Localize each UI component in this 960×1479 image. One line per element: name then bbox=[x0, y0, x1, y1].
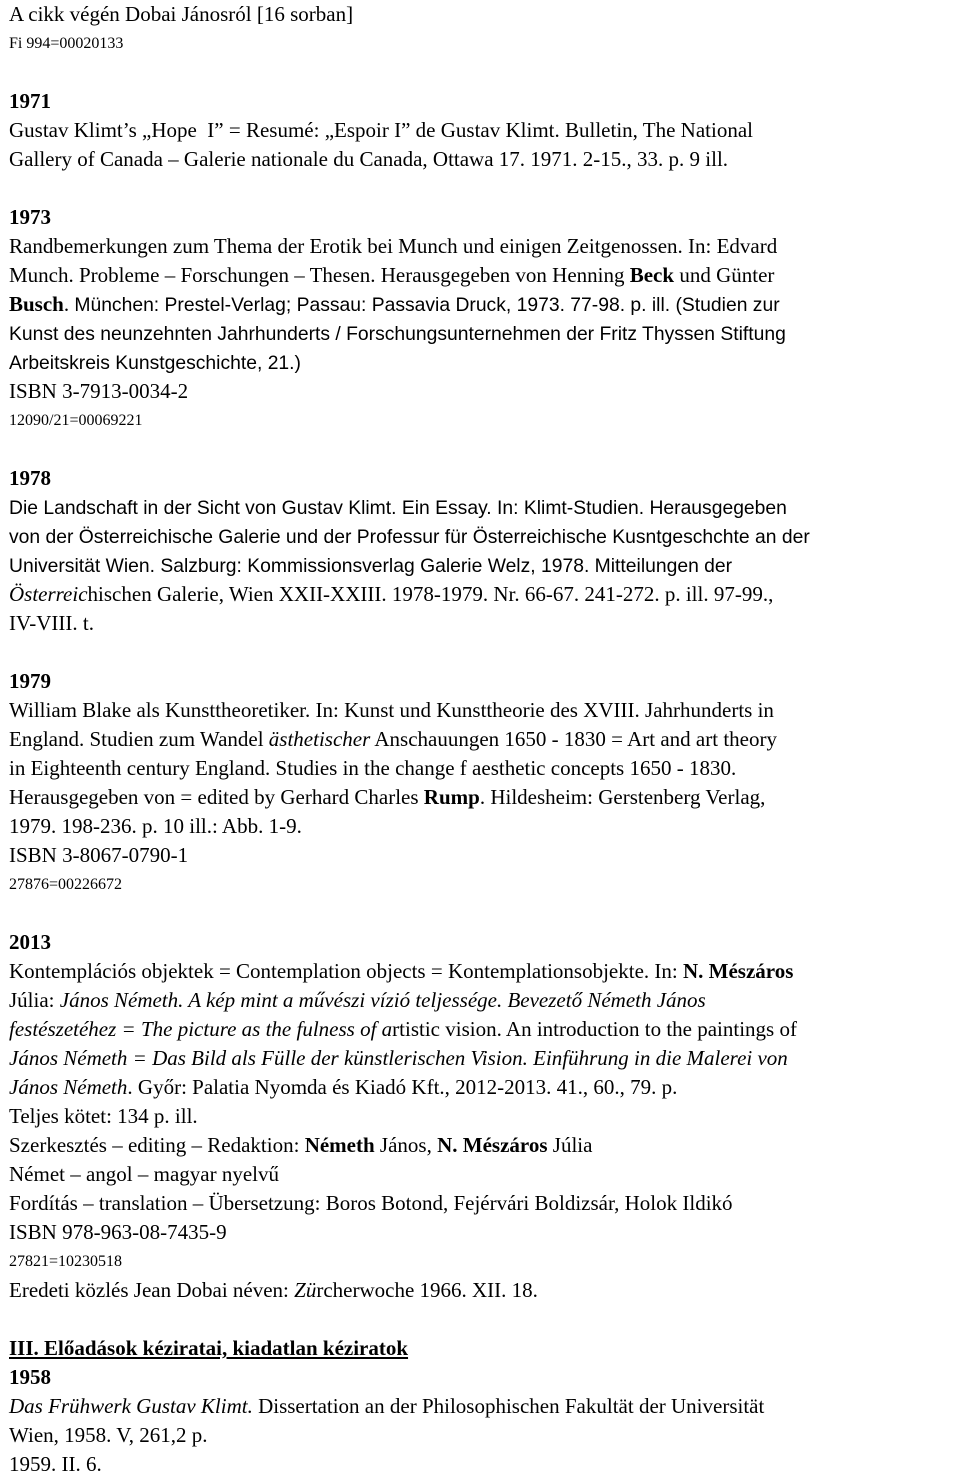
text-segment: 1959. II. 6. bbox=[9, 1452, 102, 1476]
text-segment: Eredeti közlés Jean Dobai néven: bbox=[9, 1278, 295, 1302]
text-segment: Fordítás – translation – Übersetzung: Boros Botond, Fejérvári Boldizsár, Holok Ildikó bbox=[9, 1191, 733, 1215]
text-segment: Österreic bbox=[9, 582, 88, 606]
document-line bbox=[9, 1160, 960, 1189]
document-line bbox=[9, 551, 960, 580]
document-line bbox=[9, 1392, 960, 1421]
text-segment: János Németh = Das Bild als Fülle der künstlerischen Vision. Einführung in die Malerei von bbox=[9, 1046, 788, 1070]
document-line bbox=[9, 1363, 960, 1392]
text-segment: München: Prestel-Verlag; Passau: Passavia Druck, 1973. 77-98. p. ill. (Studien zur bbox=[74, 295, 780, 316]
document-line bbox=[9, 812, 960, 841]
document-line bbox=[9, 725, 960, 754]
document-line bbox=[9, 841, 960, 870]
text-segment: 12090/21=00069221 bbox=[9, 412, 143, 429]
document-line bbox=[9, 232, 960, 261]
document-line bbox=[9, 580, 960, 609]
document-line bbox=[9, 1073, 960, 1102]
text-segment: Rump bbox=[423, 785, 480, 809]
text-segment: Német – angol – magyar nyelvű bbox=[9, 1162, 280, 1186]
document-line bbox=[9, 1218, 960, 1247]
document-line bbox=[9, 1247, 960, 1276]
text-segment: William Blake als Kunsttheoretiker. In: Kunst und Kunsttheorie des XVIII. Jahrhunderts in bbox=[9, 698, 774, 722]
text-segment: ISBN 3-7913-0034-2 bbox=[9, 379, 189, 403]
text-segment: Fi 994=00020133 bbox=[9, 35, 124, 52]
text-segment: . bbox=[63, 292, 75, 316]
text-segment: hischen Galerie, Wien XXII-XXIII. 1978-1979. Nr. 66-67. 241-272. p. ill. 97-99., bbox=[87, 582, 774, 606]
year-heading: 1971 bbox=[9, 89, 51, 113]
text-segment: Beck bbox=[629, 263, 675, 287]
text-segment: ästhetischer bbox=[268, 727, 371, 751]
text-segment: Gallery of Canada – Galerie nationale du Canada, Ottawa 17. 1971. 2-15., 33. p. 9 ill. bbox=[9, 147, 729, 171]
text-segment: N. Mészáros bbox=[437, 1133, 548, 1157]
document-line bbox=[9, 406, 960, 435]
text-segment: 27821=10230518 bbox=[9, 1253, 123, 1270]
text-segment: János Németh bbox=[9, 1075, 128, 1099]
document-line bbox=[9, 754, 960, 783]
document-line bbox=[9, 493, 960, 522]
text-segment: János, bbox=[374, 1133, 438, 1157]
text-segment: Munch. Probleme – Forschungen – Thesen. Herausgegeben von Henning bbox=[9, 263, 630, 287]
document-line bbox=[9, 203, 960, 232]
text-segment: Dissertation an der Philosophischen Fakultät der Universität bbox=[252, 1394, 765, 1418]
text-segment: Németh bbox=[304, 1133, 375, 1157]
text-segment: Das Frühwerk Gustav Klimt. bbox=[9, 1394, 253, 1418]
text-segment: ISBN 3-8067-0790-1 bbox=[9, 843, 189, 867]
text-segment: in Eighteenth century England. Studies in the change f aesthetic concepts 1650 - 1830. bbox=[9, 756, 737, 780]
text-segment: Universität Wien. Salzburg: Kommissionsverlag Galerie Welz, 1978. Mitteilungen der bbox=[9, 556, 733, 577]
document-line bbox=[9, 696, 960, 725]
document-line bbox=[9, 464, 960, 493]
text-segment: A cikk végén Dobai Jánosról [16 sorban] bbox=[9, 2, 354, 26]
document-line bbox=[9, 1131, 960, 1160]
text-segment: Wien, 1958. V, 261,2 p. bbox=[9, 1423, 208, 1447]
text-segment: Arbeitskreis Kunstgeschichte, 21.) bbox=[9, 353, 301, 374]
text-segment: János Németh. A kép mint a művészi vízió teljessége. Bevezető Németh János bbox=[59, 988, 706, 1012]
text-segment: Teljes kötet: 134 p. ill. bbox=[9, 1104, 198, 1128]
text-segment: Anschauungen 1650 - 1830 = Art and art theory bbox=[370, 727, 777, 751]
text-segment: festészetéhez = The picture as the fulness of a bbox=[9, 1017, 393, 1041]
text-segment: . Győr: Palatia Nyomda és Kiadó Kft., 2012-2013. 41., 60., 79. p. bbox=[127, 1075, 678, 1099]
text-segment: rcherwoche 1966. XII. 18. bbox=[316, 1278, 538, 1302]
document-line bbox=[9, 0, 960, 29]
text-segment: von der Österreichische Galerie und der Professur für Österreichische Kusntgeschchte an der bbox=[9, 527, 810, 548]
text-segment: . Hildesheim: Gerstenberg Verlag, bbox=[479, 785, 766, 809]
document-line bbox=[9, 1450, 960, 1479]
document-line bbox=[9, 290, 960, 319]
text-segment: Júlia bbox=[547, 1133, 593, 1157]
document-line bbox=[9, 522, 960, 551]
year-heading: 2013 bbox=[9, 930, 51, 954]
document-line bbox=[9, 783, 960, 812]
text-segment: Die Landschaft in der Sicht von Gustav Klimt. Ein Essay. In: Klimt-Studien. Herausgegeben bbox=[9, 498, 787, 519]
text-segment: Kontemplációs objektek = Contemplation objects = Kontemplationsobjekte. In: bbox=[9, 959, 683, 983]
document-line bbox=[9, 116, 960, 145]
document-line bbox=[9, 609, 960, 638]
document-line bbox=[9, 87, 960, 116]
document-line bbox=[9, 870, 960, 899]
text-segment: ISBN 978-963-08-7435-9 bbox=[9, 1220, 227, 1244]
text-segment: 1979. 198-236. p. 10 ill.: Abb. 1-9. bbox=[9, 814, 302, 838]
year-heading: 1979 bbox=[9, 669, 51, 693]
text-segment: 27876=00226672 bbox=[9, 876, 123, 893]
text-segment: Busch bbox=[9, 292, 64, 316]
document-line bbox=[9, 1334, 960, 1363]
document-line bbox=[9, 29, 960, 58]
document-line bbox=[9, 145, 960, 174]
text-segment: Zü bbox=[294, 1278, 317, 1302]
year-heading: 1973 bbox=[9, 205, 51, 229]
text-segment: Herausgegeben von = edited by Gerhard Charles bbox=[9, 785, 424, 809]
document-line bbox=[9, 319, 960, 348]
document-line bbox=[9, 348, 960, 377]
document-line bbox=[9, 928, 960, 957]
document-line bbox=[9, 1421, 960, 1450]
document-line bbox=[9, 377, 960, 406]
text-segment: IV-VIII. t. bbox=[9, 611, 94, 635]
document-line bbox=[9, 1189, 960, 1218]
year-heading: 1978 bbox=[9, 466, 51, 490]
text-segment: Szerkesztés – editing – Redaktion: bbox=[9, 1133, 305, 1157]
text-segment: Gustav Klimt’s „Hope I” = Resumé: „Espoir I” de Gustav Klimt. Bulletin, The National bbox=[9, 118, 753, 142]
text-segment: Kunst des neunzehnten Jahrhunderts / Forschungsunternehmen der Fritz Thyssen Stiftung bbox=[9, 324, 786, 345]
document-line bbox=[9, 1276, 960, 1305]
document-line bbox=[9, 986, 960, 1015]
document-line bbox=[9, 1044, 960, 1073]
text-segment: England. Studien zum Wandel bbox=[9, 727, 269, 751]
section-heading: III. Előadások kéziratai, kiadatlan kéziratok bbox=[9, 1336, 409, 1360]
text-segment: Júlia: bbox=[9, 988, 60, 1012]
document-line bbox=[9, 261, 960, 290]
text-segment: Randbemerkungen zum Thema der Erotik bei Munch und einigen Zeitgenossen. In: Edvard bbox=[9, 234, 778, 258]
year-heading: 1958 bbox=[9, 1365, 51, 1389]
text-segment: rtistic vision. An introduction to the paintings of bbox=[392, 1017, 797, 1041]
document-line bbox=[9, 1015, 960, 1044]
text-segment: N. Mészáros bbox=[682, 959, 794, 983]
text-segment: und Günter bbox=[674, 263, 775, 287]
document-line bbox=[9, 1102, 960, 1131]
document-line bbox=[9, 957, 960, 986]
document-line bbox=[9, 667, 960, 696]
